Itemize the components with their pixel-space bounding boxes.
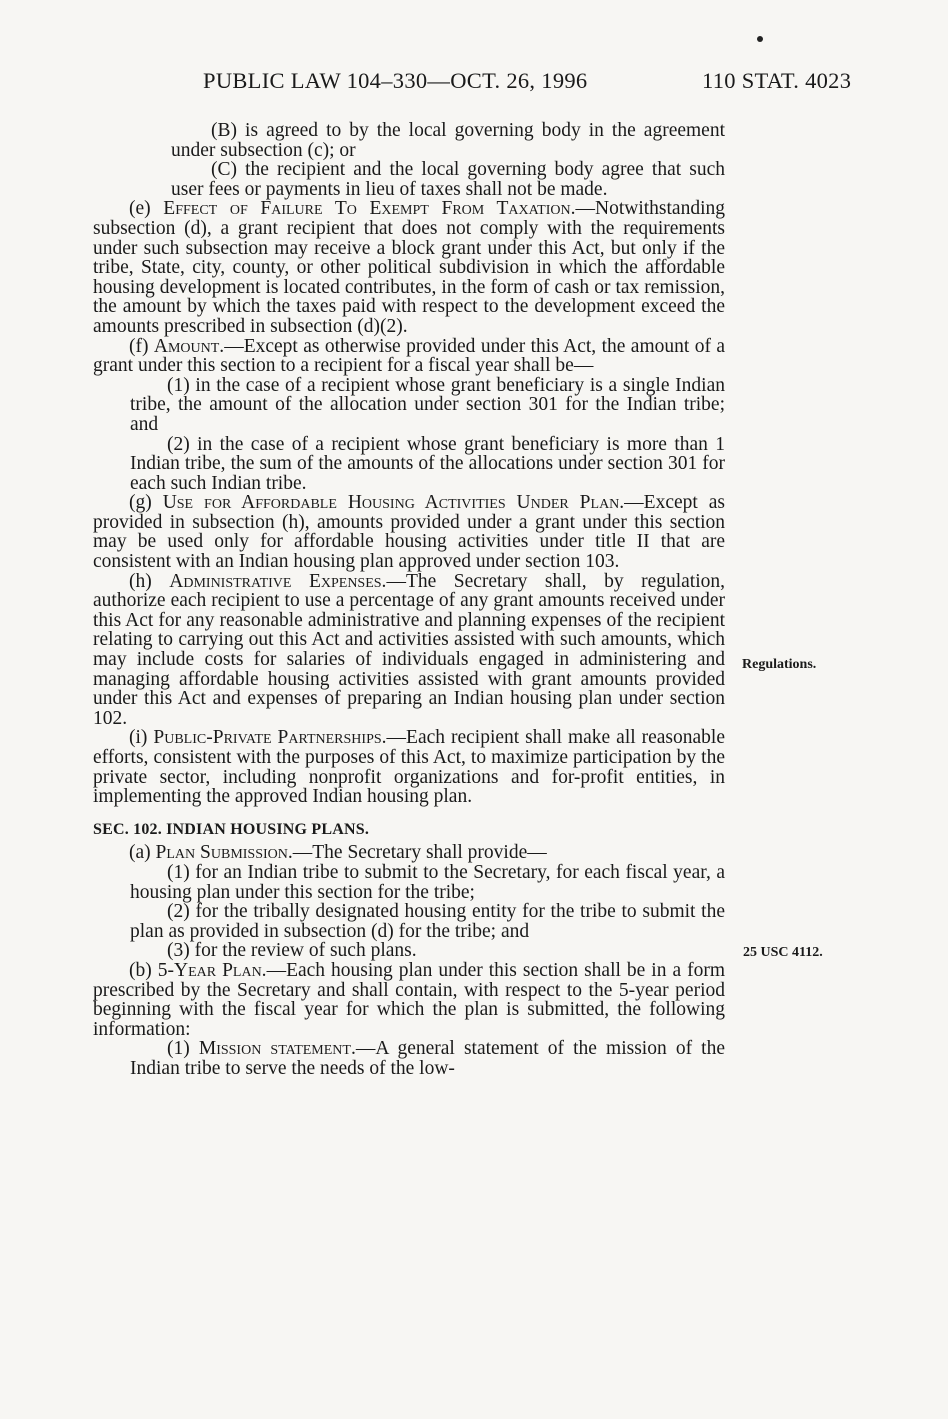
subsection-heading: Plan Submission. — [155, 842, 293, 864]
subsection-label: (g) — [129, 492, 152, 514]
paragraph-a3: (3) for the review of such plans. — [167, 940, 417, 962]
page-mark — [757, 36, 763, 42]
subsection-label: (f) — [129, 335, 149, 357]
running-head: PUBLIC LAW 104–330—OCT. 26, 1996 — [203, 68, 588, 93]
paragraph-b1 — [93, 1039, 725, 1078]
subsection-heading: 5-Year Plan. — [157, 959, 267, 981]
section-heading: SEC. 102. INDIAN HOUSING PLANS. — [93, 820, 370, 838]
paragraph-label: (1) — [167, 1038, 190, 1060]
subsection-h — [93, 572, 725, 729]
paragraph-b: (B) is agreed to by the local governing body in the agreement under subsection (c); or — [171, 120, 725, 161]
paragraph-f2: (2) in the case of a recipient whose grant beneficiary is more than 1 Indian tribe, the sum of the amounts of the allocations under section 301 for each such Indian tribe. — [130, 433, 725, 494]
subsection-a — [93, 843, 725, 863]
subsection-i — [93, 728, 725, 806]
margin-note-usc: 25 USC 4112. — [743, 945, 823, 960]
paragraph-c: (C) the recipient and the local governing body agree that such user fees or payments in lieu of taxes shall not be made. — [171, 159, 725, 200]
paragraph-a2: (2) for the tribally designated housing entity for the tribe to submit the plan as provided in subsection (d) for the tribe; and — [130, 901, 725, 942]
paragraph-text: —A general statement of the mission of the Indian tribe to serve the needs of the low- — [130, 1038, 726, 1079]
subsection-b — [93, 961, 725, 1039]
subsection-label: (b) — [129, 959, 152, 981]
subsection-text: —Each recipient shall make all reasonable efforts, consistent with the purposes of this Act, to maximize participation by the private sector, including nonprofit organizations and for-profit entities, in implementing the approved Indian housing plan. — [93, 727, 725, 808]
subsection-f — [93, 337, 725, 376]
subsection-g — [93, 493, 725, 571]
subsection-heading: Administrative Expenses. — [169, 570, 387, 592]
subsection-text: —The Secretary shall, by regulation, authorize each recipient to use a percentage of any grant amounts received under this Act for any reasonable administrative and planning expenses of the recipient relating to carrying out this Act and activities assisted with such amounts, which may include costs for salaries of individuals engaged in administering and managing affordable housing activities assisted with grant amounts provided under this Act and expenses of preparing an Indian housing plan under section 102. — [93, 570, 726, 729]
subsection-heading: Use for Affordable Housing Activities Under Plan. — [162, 492, 625, 514]
subsection-heading: Effect of Failure To Exempt From Taxation. — [163, 198, 576, 220]
paragraph-heading: Mission statement. — [198, 1038, 356, 1060]
subsection-text: —The Secretary shall provide— — [292, 842, 547, 864]
subsection-heading: Public-Private Partnerships. — [153, 727, 387, 749]
margin-note-regulations: Regulations. — [742, 657, 817, 672]
subsection-text: —Notwithstanding subsection (d), a grant recipient that does not comply with the requirements under such subsection may receive a block grant under this Act, but only if the tribe, State, city, county, or other political subdivision in which the affordable housing development is located contributes, in the form of cash or tax remission, the amount by which the taxes paid with respect to the development exceed the amounts prescribed in subsection (d)(2). — [93, 198, 725, 337]
subsection-label: (h) — [129, 570, 152, 592]
subsection-label: (a) — [129, 842, 151, 864]
subsection-label: (e) — [129, 198, 151, 220]
subsection-heading: Amount. — [153, 335, 225, 357]
page-body — [93, 121, 725, 1079]
subsection-label: (i) — [129, 727, 148, 749]
subsection-e — [93, 199, 725, 336]
paragraph-a1: (1) for an Indian tribe to submit to the Secretary, for each fiscal year, a housing plan under this section for the tribe; — [130, 861, 725, 903]
stat-page-number: 110 STAT. 4023 — [702, 68, 852, 93]
subsection-text: —Except as otherwise provided under this Act, the amount of a grant under this section to a recipient for a fiscal year shall be— — [93, 335, 725, 377]
subsection-text: —Each housing plan under this section shall be in a form prescribed by the Secretary and shall contain, with respect to the 5-year period beginning with the fiscal year for which the plan is submitted, the following information: — [93, 959, 726, 1040]
paragraph-f1: (1) in the case of a recipient whose grant beneficiary is a single Indian tribe, the amount of the allocation under section 301 for the Indian tribe; and — [130, 374, 725, 435]
subsection-text: —Except as provided in subsection (h), amounts provided under a grant under this section may be used only for affordable housing activities under title II that are consistent with an Indian housing plan approved under section 103. — [93, 492, 725, 573]
